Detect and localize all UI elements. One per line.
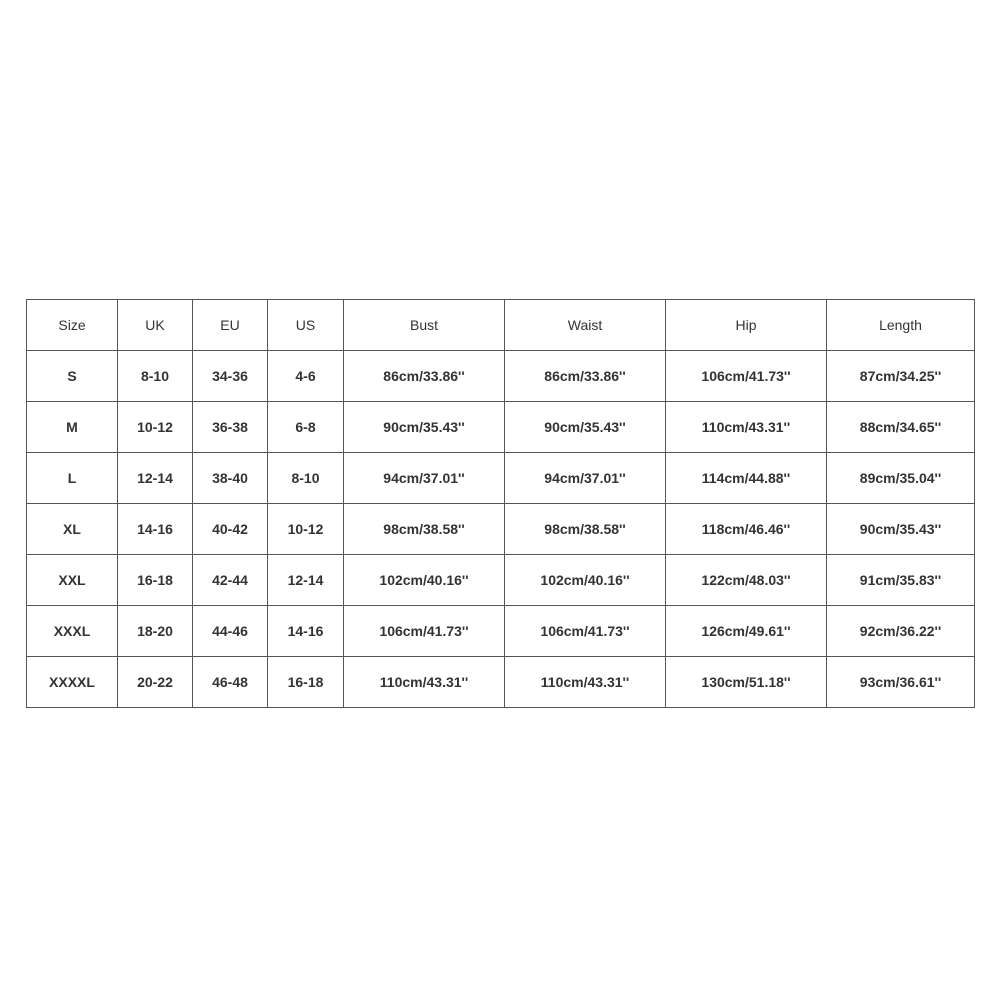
- cell-uk: 12-14: [118, 453, 193, 504]
- header-length: Length: [827, 300, 975, 351]
- cell-size: S: [27, 351, 118, 402]
- cell-uk: 10-12: [118, 402, 193, 453]
- cell-bust: 110cm/43.31'': [344, 657, 505, 708]
- cell-hip: 130cm/51.18'': [666, 657, 827, 708]
- cell-eu: 36-38: [193, 402, 268, 453]
- cell-length: 87cm/34.25'': [827, 351, 975, 402]
- cell-size: XXXL: [27, 606, 118, 657]
- header-size: Size: [27, 300, 118, 351]
- cell-us: 12-14: [268, 555, 344, 606]
- cell-hip: 106cm/41.73'': [666, 351, 827, 402]
- cell-uk: 20-22: [118, 657, 193, 708]
- cell-us: 14-16: [268, 606, 344, 657]
- cell-size: XXXXL: [27, 657, 118, 708]
- cell-uk: 14-16: [118, 504, 193, 555]
- cell-length: 88cm/34.65'': [827, 402, 975, 453]
- cell-us: 8-10: [268, 453, 344, 504]
- cell-length: 91cm/35.83'': [827, 555, 975, 606]
- cell-size: XXL: [27, 555, 118, 606]
- cell-us: 16-18: [268, 657, 344, 708]
- cell-eu: 40-42: [193, 504, 268, 555]
- cell-eu: 34-36: [193, 351, 268, 402]
- cell-bust: 106cm/41.73'': [344, 606, 505, 657]
- table-row: [27, 453, 975, 504]
- cell-bust: 90cm/35.43'': [344, 402, 505, 453]
- cell-waist: 102cm/40.16'': [505, 555, 666, 606]
- header-bust: Bust: [344, 300, 505, 351]
- cell-us: 6-8: [268, 402, 344, 453]
- cell-eu: 46-48: [193, 657, 268, 708]
- table-row: [27, 657, 975, 708]
- cell-bust: 86cm/33.86'': [344, 351, 505, 402]
- header-eu: EU: [193, 300, 268, 351]
- size-chart-table: [26, 299, 975, 708]
- cell-waist: 86cm/33.86'': [505, 351, 666, 402]
- cell-eu: 44-46: [193, 606, 268, 657]
- cell-hip: 118cm/46.46'': [666, 504, 827, 555]
- header-waist: Waist: [505, 300, 666, 351]
- cell-eu: 42-44: [193, 555, 268, 606]
- cell-bust: 102cm/40.16'': [344, 555, 505, 606]
- cell-waist: 90cm/35.43'': [505, 402, 666, 453]
- header-uk: UK: [118, 300, 193, 351]
- table-row: [27, 555, 975, 606]
- header-hip: Hip: [666, 300, 827, 351]
- cell-length: 90cm/35.43'': [827, 504, 975, 555]
- cell-uk: 18-20: [118, 606, 193, 657]
- cell-length: 89cm/35.04'': [827, 453, 975, 504]
- table-row: [27, 606, 975, 657]
- cell-waist: 94cm/37.01'': [505, 453, 666, 504]
- cell-bust: 98cm/38.58'': [344, 504, 505, 555]
- cell-length: 93cm/36.61'': [827, 657, 975, 708]
- table-row: [27, 402, 975, 453]
- cell-waist: 98cm/38.58'': [505, 504, 666, 555]
- cell-eu: 38-40: [193, 453, 268, 504]
- cell-us: 4-6: [268, 351, 344, 402]
- cell-waist: 110cm/43.31'': [505, 657, 666, 708]
- cell-us: 10-12: [268, 504, 344, 555]
- cell-size: M: [27, 402, 118, 453]
- cell-uk: 16-18: [118, 555, 193, 606]
- header-row: [27, 300, 975, 351]
- cell-size: L: [27, 453, 118, 504]
- cell-size: XL: [27, 504, 118, 555]
- cell-bust: 94cm/37.01'': [344, 453, 505, 504]
- cell-hip: 122cm/48.03'': [666, 555, 827, 606]
- cell-hip: 126cm/49.61'': [666, 606, 827, 657]
- cell-hip: 114cm/44.88'': [666, 453, 827, 504]
- cell-waist: 106cm/41.73'': [505, 606, 666, 657]
- cell-uk: 8-10: [118, 351, 193, 402]
- table-row: [27, 504, 975, 555]
- cell-length: 92cm/36.22'': [827, 606, 975, 657]
- cell-hip: 110cm/43.31'': [666, 402, 827, 453]
- table-row: [27, 351, 975, 402]
- header-us: US: [268, 300, 344, 351]
